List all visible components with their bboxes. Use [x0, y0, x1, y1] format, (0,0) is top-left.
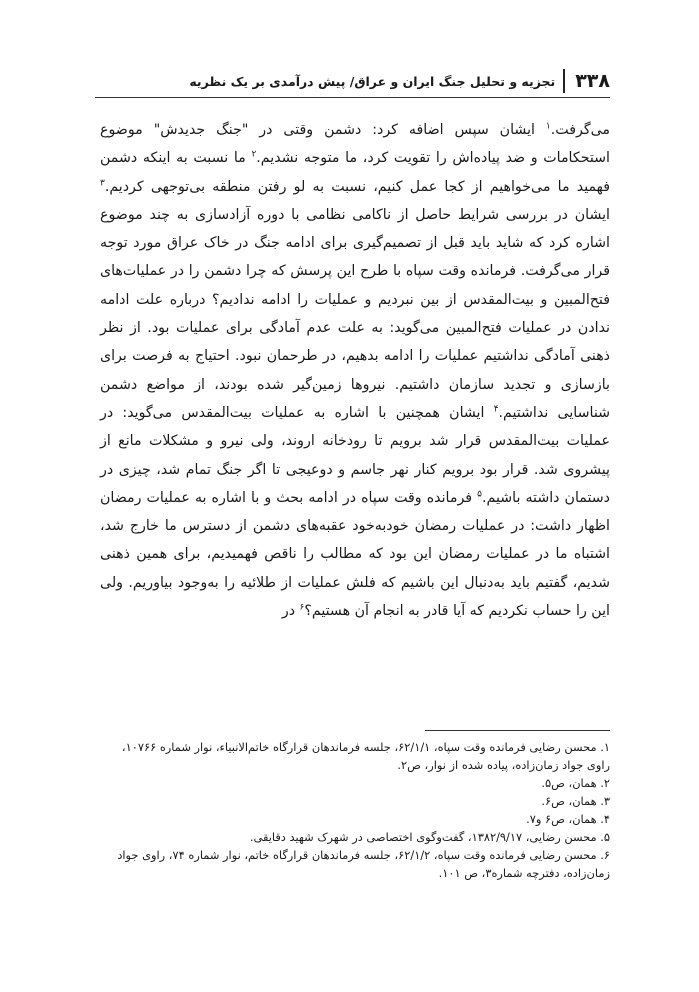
- body-text-segment: ایشان همچنین با اشاره به عملیات بیت‌المقدس می‌گوید: در عملیات بیت‌المقدس قرار شد برویم تا رودخانه اروند، ولی نیرو و مشکلات مانع از پیشروی شد. قرار بود برویم کنار نهر جاسم و دوعیجی تا اگر جنگ تمام شد، چیزی در دستمان داشته باشیم.: [100, 404, 610, 506]
- footnote-item: ۶. محسن رضایی فرمانده وقت سپاه، ۶۲/۱/۲، جلسه فرماندهان قرارگاه خاتم، نوار شماره ۷۴، راوی جواد زمان‌زاده، دفترچه شماره۳، ص ۱۰۱.: [117, 848, 610, 880]
- body-text-segment: ما نسبت به اینکه دشمن فهمید ما می‌خواهیم از کجا عمل کنیم، نسبت به لو رفتن منطقه بی‌توجهی کردیم.: [100, 150, 610, 195]
- footnote-divider: [425, 730, 610, 731]
- header-divider: [95, 97, 610, 98]
- body-text-segment: ایشان سپس اضافه کرد: دشمن وقتی در "جنگ جدیدش" موضوع استحکامات و ضد پیاده‌اش را تقویت کرد، ما متوجه نشدیم.: [100, 122, 610, 167]
- footnote-item: ۳. همان، ص۶.: [541, 794, 610, 808]
- footnotes-list: [100, 738, 610, 882]
- page-number: ۳۳۸: [563, 69, 610, 93]
- running-header: [95, 64, 610, 98]
- body-text-segment: ایشان در بررسی شرایط حاصل از ناکامی نظامی با دوره آزادسازی به چند موضوع اشاره کرد که شاید باید قبل از تصمیم‌گیری برای ادامه جنگ در خاک عراق مورد توجه قرار می‌گرفت. فرمانده وقت سپاه با طرح این پرسش که چرا دشمن را در عملیات‌های فتح‌المبین و بیت‌المقدس از بین نبردیم و عملیات را ادامه ندادیم؟ درباره علت ادامه ندادن در عملیات فتح‌المبین می‌گوید: به علت عدم آمادگی برای عملیات بود. از نظر ذهنی آمادگی نداشتیم عملیات را ادامه بدهیم، در طرحمان نبود. احتیاج به فرصت برای بازسازی و تجدید سازمان داشتیم. نیروها زمین‌گیر شده بودند، از مواضع دشمن شناسایی نداشتیم.: [100, 206, 610, 421]
- footnote-item: ۴. همان، ص۶ و۷.: [526, 812, 610, 826]
- footnote-ref: ۳: [100, 177, 105, 188]
- footnote-ref: ۵: [477, 489, 482, 500]
- body-paragraph: [100, 116, 610, 625]
- footnote-ref: ۲: [251, 149, 257, 160]
- body-text-segment: در: [281, 603, 300, 620]
- running-title: تجزیه و تحلیل جنگ ایران و عراق/ پیش درآمدی بر یک نظریه: [189, 73, 556, 89]
- footnote-ref: ۶: [299, 602, 305, 613]
- footnote-ref: ۴: [493, 404, 499, 415]
- footnote-item: ۵. محسن رضایی، ۱۳۸۲/۹/۱۷، گفت‌وگوی اختصاصی در شهرک شهید دقایقی.: [249, 830, 610, 844]
- footnote-item: ۲. همان، ص۵.: [541, 776, 610, 790]
- body-text-segment: می‌گرفت.: [550, 122, 610, 138]
- footnote-item: ۱. محسن رضایی فرمانده وقت سپاه، ۶۲/۱/۱، جلسه فرماندهان قرارگاه خاتم‌الانبیاء، نوار شماره ۱۰۷۶۶، راوی جواد زمان‌زاده، پیاده شده از نوار، ص۲.: [121, 740, 610, 772]
- body-text-segment: فرمانده وقت سپاه در ادامه بحث و با اشاره به عملیات رمضان اظهار داشت: در عملیات رمضان خودبه‌خود عقبه‌های دشمن از دسترس ما خارج شد، اشتباه ما در عملیات رمضان این بود که مطالب را ناقص فهمیدیم، برای همین ذهنی شدیم، گفتیم باید به‌دنبال این باشیم که فلش عملیات از طلائیه را به‌وجود بیاوریم. ولی این را حساب نکردیم که آیا قادر به انجام آن هستیم؟: [100, 489, 610, 620]
- footnote-ref: ۱: [545, 121, 551, 132]
